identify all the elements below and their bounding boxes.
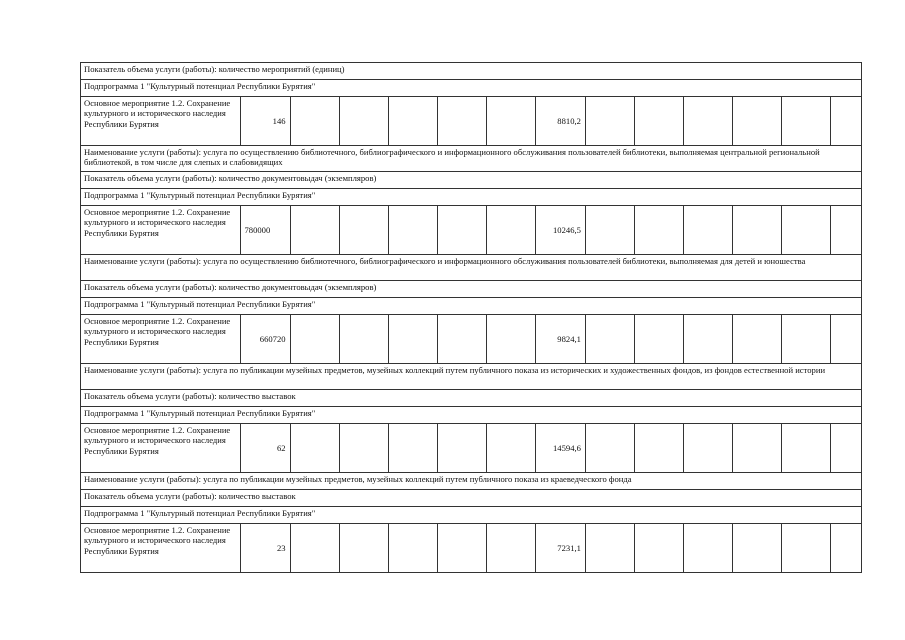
empty-cell bbox=[437, 424, 486, 473]
activity-label: Основное мероприятие 1.2. Сохранение культурного и исторического наследия Республики Бурятия bbox=[81, 424, 241, 473]
empty-cell bbox=[290, 206, 339, 255]
volume-cell: 62 bbox=[241, 424, 290, 473]
empty-cell bbox=[437, 524, 486, 573]
section-row bbox=[81, 507, 862, 524]
section-row bbox=[81, 146, 862, 172]
cost-cell: 8810,2 bbox=[535, 97, 585, 146]
section-label: Подпрограмма 1 "Культурный потенциал Республики Бурятия" bbox=[81, 189, 862, 206]
empty-cell bbox=[437, 97, 486, 146]
cost-cell: 14594,6 bbox=[535, 424, 585, 473]
section-label: Подпрограмма 1 "Культурный потенциал Республики Бурятия" bbox=[81, 407, 862, 424]
empty-cell bbox=[585, 524, 634, 573]
activity-label: Основное мероприятие 1.2. Сохранение культурного и исторического наследия Республики Бурятия bbox=[81, 97, 241, 146]
empty-cell bbox=[437, 206, 486, 255]
empty-cell bbox=[290, 524, 339, 573]
cost-cell: 10246,5 bbox=[535, 206, 585, 255]
empty-cell bbox=[388, 424, 437, 473]
empty-cell bbox=[733, 206, 782, 255]
empty-cell bbox=[290, 315, 339, 364]
empty-cell bbox=[486, 424, 535, 473]
empty-cell bbox=[733, 315, 782, 364]
cost-cell: 7231,1 bbox=[535, 524, 585, 573]
empty-cell bbox=[486, 315, 535, 364]
empty-cell bbox=[831, 424, 862, 473]
section-label: Показатель объема услуги (работы): количество мероприятий (единиц) bbox=[81, 63, 862, 80]
empty-cell bbox=[486, 206, 535, 255]
empty-cell bbox=[782, 97, 831, 146]
empty-cell bbox=[290, 97, 339, 146]
cost-cell: 9824,1 bbox=[535, 315, 585, 364]
empty-cell bbox=[733, 97, 782, 146]
empty-cell bbox=[635, 524, 684, 573]
section-label: Наименование услуги (работы): услуга по осуществлению библиотечного, библиографического и информационного обслуживания пользователей библиотеки, выполняемая для детей и юношества bbox=[81, 255, 862, 281]
empty-cell bbox=[831, 315, 862, 364]
section-label: Показатель объема услуги (работы): количество выставок bbox=[81, 390, 862, 407]
empty-cell bbox=[684, 424, 733, 473]
empty-cell bbox=[585, 424, 634, 473]
section-row bbox=[81, 63, 862, 80]
volume-cell: 23 bbox=[241, 524, 290, 573]
section-label: Подпрограмма 1 "Культурный потенциал Республики Бурятия" bbox=[81, 298, 862, 315]
section-label: Показатель объема услуги (работы): количество документовыдач (экземпляров) bbox=[81, 172, 862, 189]
section-row bbox=[81, 80, 862, 97]
section-label: Показатель объема услуги (работы): количество документовыдач (экземпляров) bbox=[81, 281, 862, 298]
empty-cell bbox=[831, 97, 862, 146]
activity-label: Основное мероприятие 1.2. Сохранение культурного и исторического наследия Республики Бурятия bbox=[81, 206, 241, 255]
empty-cell bbox=[684, 315, 733, 364]
empty-cell bbox=[782, 206, 831, 255]
empty-cell bbox=[684, 524, 733, 573]
empty-cell bbox=[339, 424, 388, 473]
empty-cell bbox=[437, 315, 486, 364]
empty-cell bbox=[339, 315, 388, 364]
empty-cell bbox=[733, 424, 782, 473]
empty-cell bbox=[486, 97, 535, 146]
empty-cell bbox=[585, 315, 634, 364]
section-row bbox=[81, 490, 862, 507]
table-row bbox=[81, 524, 862, 573]
volume-cell: 660720 bbox=[241, 315, 290, 364]
empty-cell bbox=[782, 424, 831, 473]
volume-cell: 146 bbox=[241, 97, 290, 146]
empty-cell bbox=[388, 206, 437, 255]
section-label: Показатель объема услуги (работы): количество выставок bbox=[81, 490, 862, 507]
empty-cell bbox=[733, 524, 782, 573]
empty-cell bbox=[782, 524, 831, 573]
section-row bbox=[81, 364, 862, 390]
empty-cell bbox=[486, 524, 535, 573]
empty-cell bbox=[585, 97, 634, 146]
activity-label: Основное мероприятие 1.2. Сохранение культурного и исторического наследия Республики Бурятия bbox=[81, 315, 241, 364]
empty-cell bbox=[635, 315, 684, 364]
section-row bbox=[81, 281, 862, 298]
table-row bbox=[81, 424, 862, 473]
empty-cell bbox=[635, 206, 684, 255]
section-label: Наименование услуги (работы): услуга по публикации музейных предметов, музейных коллекций путем публичного показа из исторических и художественных фондов, из фондов естественной истории bbox=[81, 364, 862, 390]
empty-cell bbox=[831, 524, 862, 573]
table-row bbox=[81, 315, 862, 364]
activity-label: Основное мероприятие 1.2. Сохранение культурного и исторического наследия Республики Бурятия bbox=[81, 524, 241, 573]
empty-cell bbox=[635, 424, 684, 473]
empty-cell bbox=[388, 315, 437, 364]
section-row bbox=[81, 189, 862, 206]
empty-cell bbox=[290, 424, 339, 473]
section-row bbox=[81, 407, 862, 424]
section-label: Наименование услуги (работы): услуга по осуществлению библиотечного, библиографического и информационного обслуживания пользователей библиотеки, выполняемая центральной региональной библиотекой, в том числе для слепых и слабовидящих bbox=[81, 146, 862, 172]
table-row bbox=[81, 97, 862, 146]
section-label: Наименование услуги (работы): услуга по публикации музейных предметов, музейных коллекций путем публичного показа из краеведческого фонда bbox=[81, 473, 862, 490]
section-label: Подпрограмма 1 "Культурный потенциал Республики Бурятия" bbox=[81, 80, 862, 97]
empty-cell bbox=[339, 97, 388, 146]
section-row bbox=[81, 473, 862, 490]
section-row bbox=[81, 172, 862, 189]
empty-cell bbox=[585, 206, 634, 255]
empty-cell bbox=[831, 206, 862, 255]
empty-cell bbox=[782, 315, 831, 364]
section-row bbox=[81, 255, 862, 281]
empty-cell bbox=[339, 524, 388, 573]
services-table bbox=[80, 62, 862, 573]
empty-cell bbox=[635, 97, 684, 146]
section-row bbox=[81, 298, 862, 315]
volume-cell: 780000 bbox=[241, 206, 290, 255]
table-row bbox=[81, 206, 862, 255]
empty-cell bbox=[339, 206, 388, 255]
empty-cell bbox=[684, 206, 733, 255]
section-label: Подпрограмма 1 "Культурный потенциал Республики Бурятия" bbox=[81, 507, 862, 524]
section-row bbox=[81, 390, 862, 407]
empty-cell bbox=[388, 524, 437, 573]
empty-cell bbox=[388, 97, 437, 146]
table-body bbox=[81, 63, 862, 573]
empty-cell bbox=[684, 97, 733, 146]
